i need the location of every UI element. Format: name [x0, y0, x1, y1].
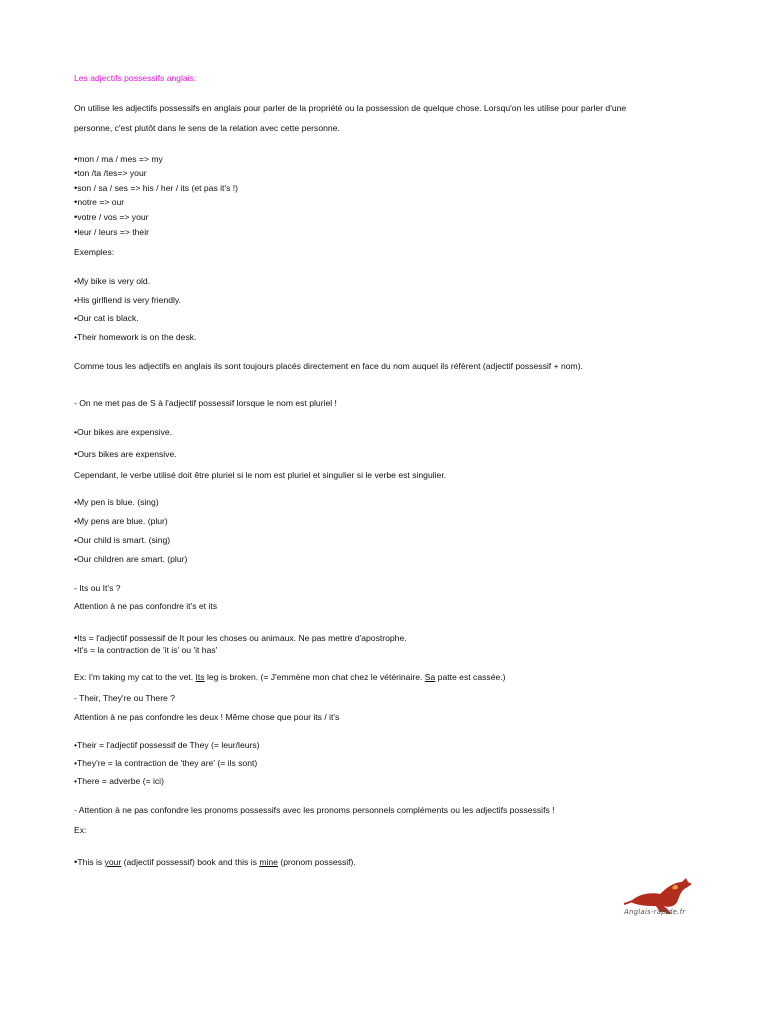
its-example: Ex: I'm taking my cat to the vet. Its leg is broken. (= J'emmène mon chat chez le vétérinaire. Sa patte est cassée.): [74, 672, 506, 682]
examples-label: Exemples:: [74, 247, 115, 257]
intro-line-2: personne, c'est plutôt dans le sens de la relation avec cette personne.: [74, 123, 340, 133]
ex-label: Ex:: [74, 825, 87, 835]
its-point: •Its = l'adjectif possessif de It pour les choses ou animaux. Ne pas mettre d'apostrophe.: [74, 633, 407, 644]
plural-example: •Our bikes are expensive.: [74, 427, 173, 437]
bullet: •: [74, 857, 78, 868]
logo-text: Anglais-rapide.fr: [624, 908, 686, 916]
kangaroo-logo-icon: [620, 872, 700, 924]
example-item: •Our cat is black.: [74, 313, 139, 323]
final-example: •This is your (adjectif possessif) book and this is mine (pronom possessif).: [74, 857, 356, 868]
bullet: •: [74, 197, 78, 208]
page-title: Les adjectifs possessifs anglais:: [74, 73, 197, 83]
example-item: •His girlfiend is very friendly.: [74, 295, 181, 305]
placement-note: Comme tous les adjectifs en anglais ils sont toujours placés directement en face du nom auquel ils réfèrent (adjectif possessif + nom).: [74, 361, 583, 371]
mapping-item: •son / sa / ses => his / her / its (et pas it's !): [74, 183, 239, 194]
its-point: •It's = la contraction de 'it is' ou 'it has': [74, 645, 218, 655]
their-point: •They're = la contraction de 'they are' (= ils sont): [74, 758, 258, 768]
verb-note: Cependant, le verbe utilisé doit être pluriel si le nom est pluriel et singulier si le verbe est singulier.: [74, 470, 447, 480]
example-item: •Their homework is on the desk.: [74, 332, 197, 342]
its-attention: Attention à ne pas confondre it's et its: [74, 601, 218, 611]
their-point: •Their = l'adjectif possessif de They (= leur/leurs): [74, 740, 260, 750]
mapping-item: •ton /ta /tes=> your: [74, 168, 147, 179]
its-heading: - Its ou It's ?: [74, 583, 121, 593]
example-item: •My bike is very old.: [74, 276, 151, 286]
mapping-item: •mon / ma / mes => my: [74, 154, 163, 165]
pronoun-warning: - Attention à ne pas confondre les pronoms possessifs avec les pronoms personnels compléments ou les adjectifs possessifs !: [74, 805, 555, 815]
plural-example: •Ours bikes are expensive.: [74, 449, 177, 460]
their-attention: Attention à ne pas confondre les deux ! Même chose que pour its / it's: [74, 712, 340, 722]
mapping-item: •leur / leurs => their: [74, 227, 149, 238]
bullet: •: [74, 212, 78, 223]
bullet: •: [74, 154, 78, 165]
bullet: •: [74, 183, 78, 194]
mapping-item: •notre => our: [74, 197, 125, 208]
verb-example: •Our children are smart. (plur): [74, 554, 188, 564]
bullet: •: [74, 227, 78, 238]
verb-example: •My pen is blue. (sing): [74, 497, 159, 507]
plural-rule: - On ne met pas de S à l'adjectif possessif lorsque le nom est pluriel !: [74, 398, 337, 408]
bullet: •: [74, 633, 78, 644]
their-heading: - Their, They're ou There ?: [74, 693, 176, 703]
mapping-item: •votre / vos => your: [74, 212, 149, 223]
their-point: •There = adverbe (= ici): [74, 776, 164, 786]
bullet: •: [74, 168, 78, 179]
verb-example: •Our child is smart. (sing): [74, 535, 171, 545]
intro-line-1: On utilise les adjectifs possessifs en anglais pour parler de la propriété ou la possession de quelque chose. Lorsqu'on les utilise pour parler d'une: [74, 103, 627, 113]
bullet: •: [74, 449, 78, 460]
verb-example: •My pens are blue. (plur): [74, 516, 168, 526]
